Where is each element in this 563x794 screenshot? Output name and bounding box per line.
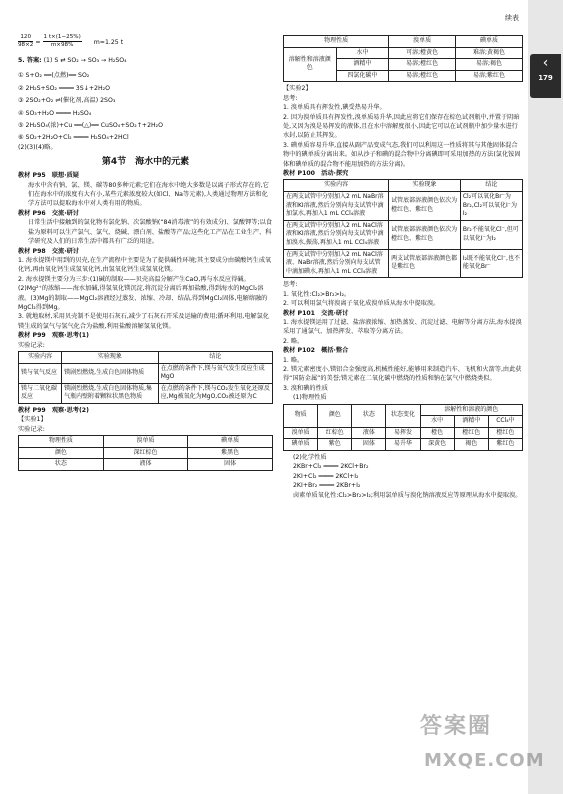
think-label: 思考: <box>283 94 298 102</box>
p102-item: 3. 溴和碘的性质 <box>283 384 328 392</box>
chem-label: (2)化学性质 <box>293 454 327 462</box>
chem-equation: 2KI+Br₂ ════ 2KBr+I₂ <box>293 482 361 490</box>
p96-text: 日常生活中接触到的氯化物有氯化钠、次氯酸钠(“84消毒液”的有效成分)、氯酸钾等;以食盐为原料可以生产氯气、氯气、烧碱、漂白剂、盐酸等产品;这些化工产品在工业生产、科学研究及人们的日常生活中都具有广泛的用途。 <box>28 219 272 246</box>
table-header: 结论 <box>158 351 272 363</box>
p99-heading: 教材 P99 观察·思考(1) <box>18 332 89 340</box>
right-column <box>283 34 523 500</box>
p96-heading: 教材 P96 交流·研讨 <box>18 209 79 217</box>
record-label: 实验记录: <box>18 425 45 433</box>
p102-heading: 教材 P102 概括·整合 <box>283 347 349 355</box>
chem-tail: 卤素单质氧化性:Cl₂>Br₂>I₂;利用氯单质与溴化钠溶液反应等原理从海水中提取溴。 <box>293 491 522 499</box>
table-row: 镁与氧气反应 镁剧烈燃烧,生成白色固体物质 在点燃的条件下,镁与氧气发生反应生成MgO <box>19 363 273 383</box>
page-side-strip <box>528 0 563 794</box>
reaction-item: (2)(3)(4)略。 <box>18 143 57 151</box>
think-item: 3. 碘单质容易升华,直接从副产品变成气态,我们可以利用这一性质将其与其他固体混合物中的碘单质分离出来。如从沙子和碘的混合物中分离碘即可采用加热的方法(氯化铵固体和碘单质的混合物不能用加热的方法分离)。 <box>283 141 521 168</box>
table-header-row: 实验内容 实验现象 结论 <box>284 180 523 192</box>
exp1-label: 【实验1】 <box>18 416 47 424</box>
p101-item: 1. 海水提镁运用了过滤、盐溶液浓缩、加热蒸发、沉淀过滤、电解等分离方法,海水提溴采用了通氯气、加热挥发、萃取等分离方法。 <box>283 319 522 336</box>
think2-label: 思考: <box>283 281 298 289</box>
section-title: 第4节 海水中的元素 <box>101 157 190 168</box>
magnesium-table <box>18 351 273 404</box>
think-item: 2. 因为溴单质具有挥发性,溴单质易升华,因此应将它们保存在棕色试剂瓶中,并置于阴暗处,又因为溴是易挥发的液体,且在水中溶解度很小,因此它可以在试剂瓶中加少量水进行水封,以防止其挥发。 <box>283 113 520 140</box>
p98-item: 1. 海水提镁中用到的贝壳,在生产流程中主要是为了提供碱性环境;其主要成分由碳酸钙生成氧化钙,再由氧化钙生成氢氧化钙,由氢氧化钙生成氢氧化镁。 <box>18 256 272 274</box>
p95-text: 海水中含有钠、氯、镁、碳等80多种元素;它们在海水中绝大多数是以离子形式存在的,它们在海水中的浓度有大有小,某些元素浓度较大(如Cl、Na等元素),人类通过物理方法和化学方法可以提取海水中对人类有用的物质。 <box>28 181 269 208</box>
reaction-item: ⑥ SO₂+2H₂O+Cl₂ ════ H₂SO₄+2HCl <box>18 134 129 142</box>
continued-label: 续表 <box>505 14 519 22</box>
answer-5: 5. 答案: (1) S ⇄ SO₂ → SO₃ → H₂SO₄ <box>18 57 127 64</box>
left-column <box>18 34 273 473</box>
page-number: 179 <box>538 74 553 82</box>
reaction-item: ① S+O₂ ══(点燃)══ SO₂ <box>18 72 90 80</box>
think2-item: 1. 氧化性:Cl₂>Br₂>I₂。 <box>283 290 351 298</box>
think2-item: 2. 可以利用氯气将溴离子氧化成溴单质从海水中提取溴。 <box>283 300 440 308</box>
p99b-heading: 教材 P99 观察·思考(2) <box>18 406 89 414</box>
equation-top: $\frac{120}{98\times 2}$ = $\frac{1 t\times(1-25\%)}{m\times 98\%} m=1.25$ t <box>18 34 124 48</box>
page-header <box>283 6 523 28</box>
bromine-iodine-table <box>18 435 273 471</box>
p102-item: 1. 略。 <box>283 356 304 364</box>
reaction-item: ③ 2SO₂+O₂ ⇌(催化剂,高温) 2SO₃ <box>18 97 116 105</box>
table-row: 酒精中 易溶;橙红色 易溶;褐色 <box>284 59 523 71</box>
table-row: 在两支试管中分别加入2 mL NaCl溶液、NaBr溶液,然后分别向每支试管中滴加碘水,再加入1 mL CCl₄溶液 两支试管底部溶液颜色都是紫红色 I₂既不能氧化Cl⁻,也不能氧化Br⁻ <box>284 249 523 278</box>
reaction-item: ⑤ 2H₂SO₄(浓)+Cu ══(△)══ CuSO₄+SO₂↑+2H₂O <box>18 122 164 130</box>
p98-heading: 教材 P98 交流·研讨 <box>18 247 79 255</box>
page-tab[interactable] <box>530 54 561 98</box>
p100-heading: 教材 P100 活动·探究 <box>283 170 349 178</box>
properties-table <box>283 404 523 451</box>
table-row: 溶解性和溶液颜色 水中 可溶;橙黄色 难溶;黄褐色 <box>284 47 523 59</box>
watermark <box>420 714 545 786</box>
table-row: 镁与二氧化碳反应 镁剧烈燃烧,生成白色固体物质,集气瓶内壁附着颗粒状黑色物质 在点燃的条件下,镁与CO₂发生氧化还原反应,Mg被氧化为MgO,CO₂被还原为C <box>19 383 273 403</box>
reaction-item: ④ SO₃+H₂O ════ H₂SO₄ <box>18 109 92 117</box>
table-header-row: 物质 颜色 状态 状态变化 溶解性和溶液的颜色 <box>284 404 523 416</box>
table-header-row <box>19 351 273 363</box>
chem-equation: 2KI+Cl₂ ════ 2KCl+I₂ <box>293 472 359 480</box>
table-row: 四氯化碳中 易溶;橙红色 易溶;紫红色 <box>284 70 523 82</box>
reaction-item: ② 2H₂S+SO₂ ════ 3S↓+2H₂O <box>18 84 110 92</box>
p98-item: 3. 就地取材,采用贝壳制不是使用石灰石,减少了石灰石开采及运输的费用;循环利用,电解氯化镁生成的氯气与氢气化合为盐酸,利用盐酸溶解氢氧化镁。 <box>18 313 269 330</box>
table-header-row: 物理性质 溴单质 碘单质 <box>284 36 523 48</box>
table-row: 在两支试管中分别加入2 mL NaBr溶液和KI溶液,然后分别向每支试管中滴加氯水,再加入1 mL CCl₄溶液 试管底部溶液颜色依次为橙红色、紫红色 Cl₂可以氧化Br⁻为Br₂,Cl₂可以氧化I⁻为I₂ <box>284 192 523 221</box>
watermark-line: MXQE.COM <box>424 750 545 771</box>
table-header: 实验现象 <box>62 351 159 363</box>
solubility-table <box>283 35 523 82</box>
table-row: 溴单质 红棕色 液体 易挥发 橙色 橙红色 橙红色 <box>284 427 523 439</box>
p101-item: 2. 略。 <box>283 337 304 345</box>
table-row: 颜色 深红棕色 紫黑色 <box>19 447 273 459</box>
p95-heading: 教材 P95 联想·质疑 <box>18 172 79 180</box>
halogen-exp-table <box>283 179 523 278</box>
table-row: 碘单质 紫色 固体 易升华 深黄色 褐色 紫红色 <box>284 439 523 451</box>
exp2-label: 【实验2】 <box>283 85 312 93</box>
watermark-line: 答案圈 <box>420 714 493 739</box>
think-item: 1. 溴单质具有挥发性,碘受热易升华。 <box>283 104 386 112</box>
p101-heading: 教材 P101 交流·研讨 <box>283 309 349 317</box>
p98-item: 2. 海水提镁主要分为三步:(1)碱的制取——贝壳高温分解产生CaO,再与水反应得碱。(2)Mg²⁺的浓缩——海水加碱,得氢氧化镁沉淀,将沉淀分离后再加盐酸,得到海水的MgCl₂溶液。(3)Mg的制取——MgCl₂溶液经过蒸发、浓缩、冷却、结晶,得到MgCl₂固体,电解熔融的MgCl₂得到Mg。 <box>18 275 268 311</box>
p102-item: 2. 镁元素密度小,镁铝合金强度高,机械性能好,能够用来制造汽车、飞机和火箭等,由此获得“国防金属”的美誉;镁元素在二氧化碳中燃烧的性质和钠在氯气中燃烧类似。 <box>283 366 522 383</box>
table-row: 状态 液体 固体 <box>19 459 273 471</box>
table-header-row: 物理性质 溴单质 碘单质 <box>19 436 273 448</box>
chem-equation: 2KBr+Cl₂ ════ 2KCl+Br₂ <box>293 463 369 471</box>
table-header: 实验内容 <box>19 351 62 363</box>
phys-label: (1)物理性质 <box>293 394 327 402</box>
chevron-left-icon: ‹ <box>542 55 549 71</box>
reaction-list <box>18 71 273 152</box>
record-label: 实验记录: <box>18 341 45 349</box>
table-header-row: 水中 酒精中 CCl₄中 <box>284 416 523 428</box>
table-row: 在两支试管中分别加入2 mL NaCl溶液和KI溶液,然后分别向每支试管中滴加溴水,振荡,再加入1 mL CCl₄溶液 试管底部溶液颜色依次为橙红色、紫红色 Br₂不能氧化Cl⁻,但可以氧化I⁻为I₂ <box>284 220 523 249</box>
